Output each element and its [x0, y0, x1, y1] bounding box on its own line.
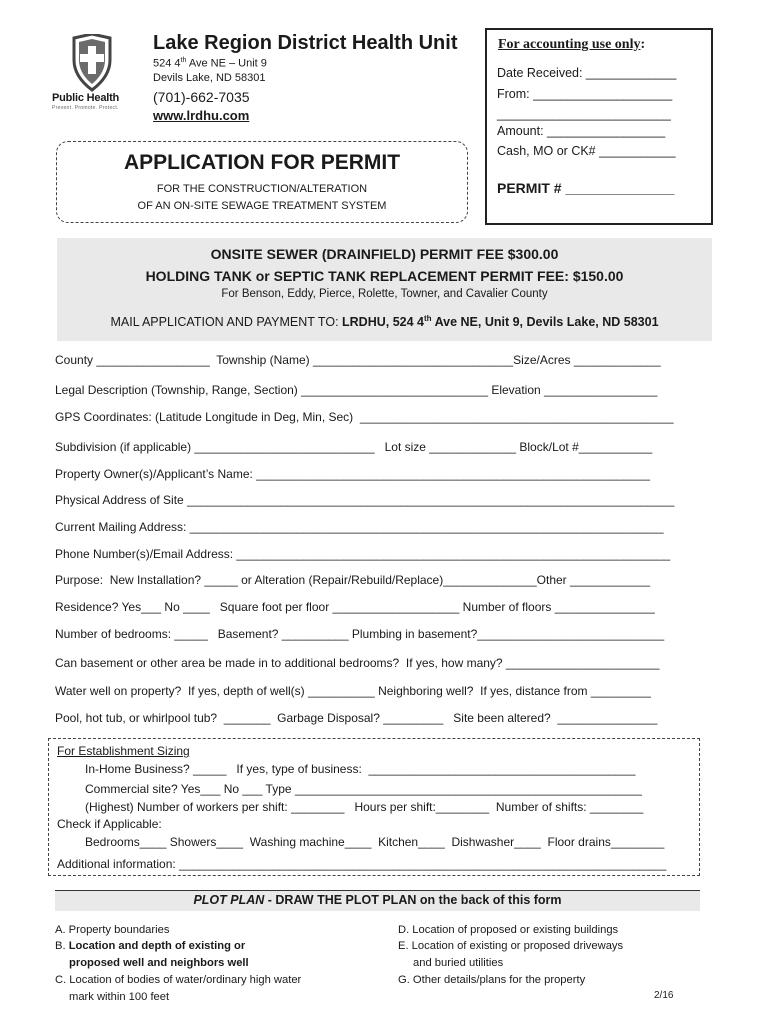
gps-coordinates-row[interactable]: GPS Coordinates: (Latitude Longitude in Deg, Min, Sec) _______________________________________________ [55, 410, 674, 424]
website-link[interactable]: www.lrdhu.com [153, 108, 250, 123]
plot-item-a: A. Property boundaries [55, 924, 170, 936]
commercial-site-row[interactable]: Commercial site? Yes___ No ___ Type ____________________________________________________ [85, 782, 642, 796]
plot-item-b-cont: proposed well and neighbors well [69, 957, 249, 969]
owner-name-row[interactable]: Property Owner(s)/Applicant’s Name: ___________________________________________________________ [55, 467, 650, 481]
from-field-continued[interactable]: _________________________ [497, 107, 671, 121]
establishment-title: For Establishment Sizing [57, 744, 190, 758]
in-home-business-row[interactable]: In-Home Business? _____ If yes, type of business: ________________________________________ [85, 762, 636, 776]
water-well-row[interactable]: Water well on property? If yes, depth of well(s) __________ Neighboring well? If yes, distance from _________ [55, 684, 651, 698]
county-coverage: For Benson, Eddy, Pierce, Rolette, Towner, and Cavalier County [221, 288, 548, 300]
revision-date: 2/16 [654, 990, 674, 1001]
county-township-row[interactable]: County _________________ Township (Name) ______________________________Size/Acres _____________ [55, 353, 661, 367]
plot-item-g: G. Other details/plans for the property [398, 974, 586, 986]
legal-description-row[interactable]: Legal Description (Township, Range, Section) ____________________________ Elevation _________________ [55, 383, 658, 397]
permit-number-field[interactable]: PERMIT # ______________ [497, 180, 675, 196]
residence-row[interactable]: Residence? Yes___ No ____ Square foot per floor ___________________ Number of floors _______________ [55, 600, 655, 614]
drainfield-fee: ONSITE SEWER (DRAINFIELD) PERMIT FEE $300.00 [210, 246, 559, 262]
pool-garbage-row[interactable]: Pool, hot tub, or whirlpool tub? _______ Garbage Disposal? _________ Site been altered? _______________ [55, 711, 658, 725]
mailing-address-row[interactable]: Current Mailing Address: _______________________________________________________________________ [55, 520, 664, 534]
amount-field[interactable]: Amount: _________________ [497, 124, 666, 138]
mailing-instructions: MAIL APPLICATION AND PAYMENT TO: LRDHU, 524 4th Ave NE, Unit 9, Devils Lake, ND 58301 [110, 314, 659, 330]
application-subtitle-1: FOR THE CONSTRUCTION/ALTERATION [156, 183, 368, 195]
plot-plan-title: PLOT PLAN - DRAW THE PLOT PLAN on the back of this form [193, 893, 562, 907]
phone-number: (701)-662-7035 [153, 89, 250, 105]
purpose-row[interactable]: Purpose: New Installation? _____ or Alteration (Repair/Rebuild/Replace)______________Other ____________ [55, 573, 651, 587]
check-if-applicable: Check if Applicable: [57, 817, 162, 831]
physical-address-row[interactable]: Physical Address of Site _________________________________________________________________________ [55, 493, 675, 507]
application-title: APPLICATION FOR PERMIT [123, 151, 401, 174]
logo-wordmark: Public Health [52, 92, 120, 104]
phone-email-row[interactable]: Phone Number(s)/Email Address: _________________________________________________________________ [55, 547, 671, 561]
additional-bedrooms-row[interactable]: Can basement or other area be made in to additional bedrooms? If yes, how many? _______________________ [55, 656, 660, 670]
plot-item-d: D. Location of proposed or existing buildings [398, 924, 619, 936]
city-state-zip: Devils Lake, ND 58301 [153, 72, 266, 84]
bedrooms-row[interactable]: Number of bedrooms: _____ Basement? __________ Plumbing in basement?____________________________ [55, 627, 665, 641]
subdivision-row[interactable]: Subdivision (if applicable) ___________________________ Lot size _____________ Block/Lot #___________ [55, 440, 653, 454]
fixtures-row[interactable]: Bedrooms____ Showers____ Washing machine____ Kitchen____ Dishwasher____ Floor drains________ [85, 835, 665, 849]
street-address: 524 4th Ave NE – Unit 9 [153, 57, 267, 70]
plot-item-c-cont: mark within 100 feet [69, 991, 170, 1003]
date-received-field[interactable]: Date Received: _____________ [497, 66, 677, 80]
plot-item-e-cont: and buried utilities [413, 957, 504, 969]
organization-name: Lake Region District Health Unit [153, 32, 458, 54]
additional-information-row[interactable]: Additional information: _________________________________________________________________________ [57, 857, 667, 871]
payment-method-field[interactable]: Cash, MO or CK# ___________ [497, 144, 676, 158]
plot-item-e: E. Location of existing or proposed driveways [398, 940, 624, 952]
holding-tank-fee: HOLDING TANK or SEPTIC TANK REPLACEMENT PERMIT FEE: $150.00 [145, 268, 624, 284]
from-field[interactable]: From: ____________________ [497, 87, 673, 101]
application-subtitle-2: OF AN ON-SITE SEWAGE TREATMENT SYSTEM [137, 200, 387, 212]
plot-item-b: B. Location and depth of existing or [55, 940, 246, 952]
shield-cross-icon [52, 34, 132, 94]
accounting-title: For accounting use only: [498, 37, 646, 52]
logo-tagline: Prevent. Promote. Protect. [52, 105, 119, 111]
plot-item-c: C. Location of bodies of water/ordinary high water [55, 974, 302, 986]
workers-shift-row[interactable]: (Highest) Number of workers per shift: ________ Hours per shift:________ Number of shifts: ________ [85, 800, 644, 814]
